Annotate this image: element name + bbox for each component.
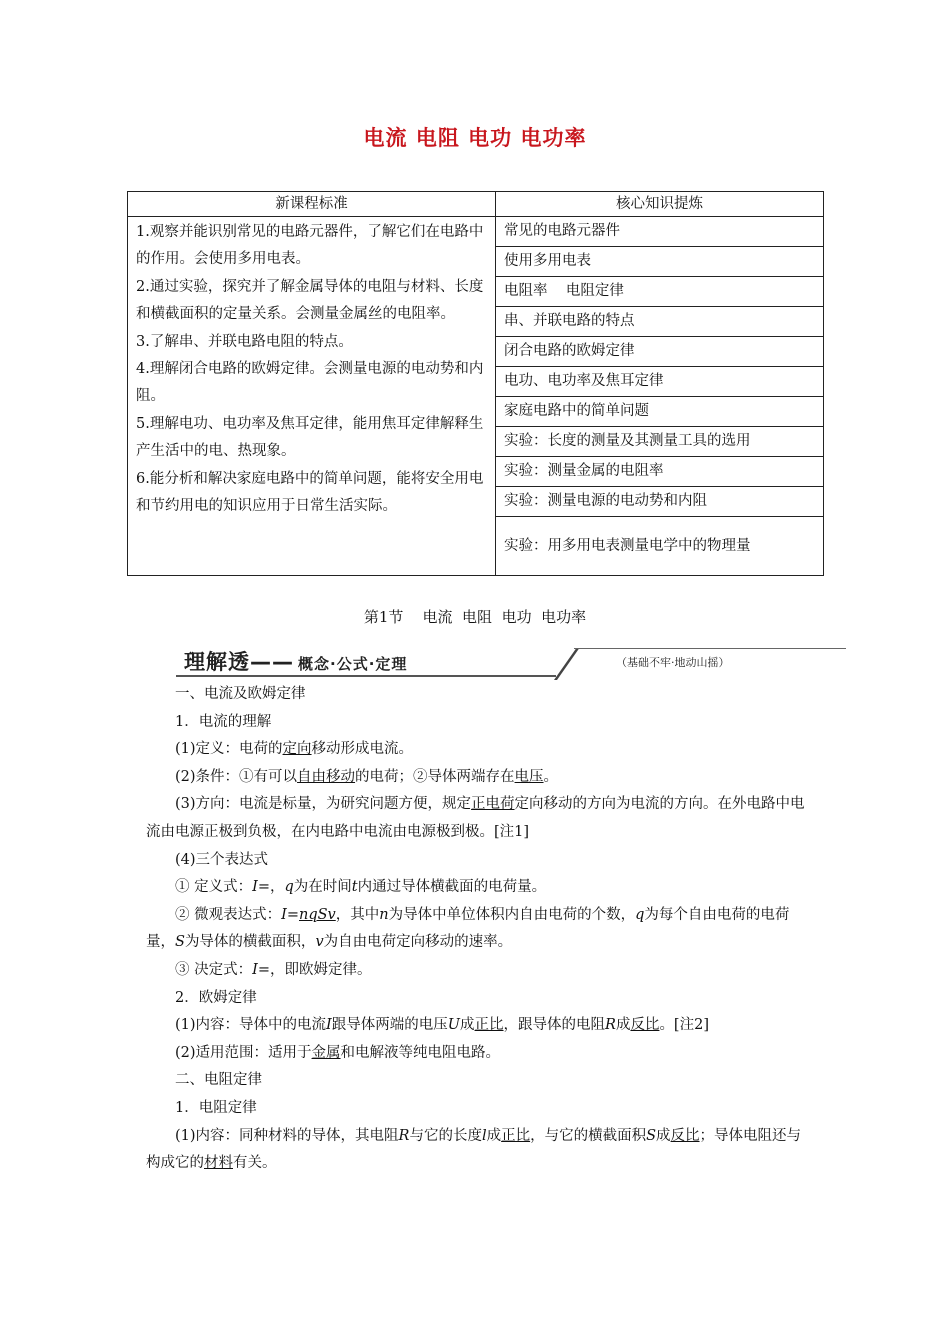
paragraph-ohm-content: (1)内容：导体中的电流I跟导体两端的电压U成正比，跟导体的电阻R成反比。[注2]	[175, 1017, 709, 1034]
subheading-ohm-law: 2．欧姆定律	[175, 989, 257, 1006]
standard-list	[128, 217, 496, 576]
paragraph-micro-formula: ② 微观表达式：I=nqSv，其中n为导体中单位体积内自由电荷的个数，q为每个自由电荷的电荷量，S为导体的横截面积，v为自由电荷定向移动的速率。	[146, 906, 790, 951]
knowledge-item: 使用多用电表	[496, 247, 824, 277]
heading-resistance-law: 二、电阻定律	[175, 1072, 262, 1089]
page-title: 电流 电阻 电功 电功率	[363, 126, 587, 150]
paragraph-expressions: (4)三个表达式	[175, 851, 269, 868]
banner-subtitle: 概念·公式·定理	[298, 655, 408, 673]
knowledge-item: 实验：用多用电表测量电学中的物理量	[496, 517, 824, 576]
knowledge-item: 电功、电功率及焦耳定律	[496, 367, 824, 397]
banner-slash	[554, 648, 579, 680]
banner-main-text: 理解透	[184, 650, 250, 674]
table-header-standard: 新课程标准	[128, 192, 496, 217]
knowledge-item: 串、并联电路的特点	[496, 307, 824, 337]
banner-underline	[176, 675, 556, 677]
paragraph-ohm-scope: (2)适用范围：适用于金属和电解液等纯电阻电路。	[175, 1044, 501, 1061]
standard-item: 5.理解电功、电功率及焦耳定律，能用焦耳定律解释生产生活中的电、热现象。	[136, 415, 484, 460]
standard-item: 1.观察并能识别常见的电路元器件，了解它们在电路中的作用。会使用多用电表。	[136, 224, 484, 268]
standard-item: 6.能分析和解决家庭电路中的简单问题，能将安全用电和节约用电的知识应用于日常生活实际。	[136, 470, 484, 515]
paragraph-definition: (1)定义：电荷的定向移动形成电流。	[175, 741, 414, 758]
content-body	[146, 681, 810, 1178]
paragraph-condition: (2)条件：①有可以自由移动的电荷；②导体两端存在电压。	[175, 768, 559, 785]
section-banner	[176, 644, 846, 678]
paragraph-direction: (3)方向：电流是标量，为研究问题方便，规定正电荷定向移动的方向为电流的方向。在外电路中电流由电源正极到负极，在内电路中电流由电源极到极。[注1]	[146, 796, 805, 840]
banner-note: （基础不牢·地动山摇）	[616, 656, 730, 669]
paragraph-decisive-formula: ③ 决定式：I=，即欧姆定律。	[175, 961, 372, 978]
standard-item: 2.通过实验，探究并了解金属导体的电阻与材料、长度和横截面积的定量关系。会测量金属丝的电阻率。	[136, 278, 484, 323]
standard-item: 4.理解闭合电路的欧姆定律。会测量电源的电动势和内阻。	[136, 361, 484, 405]
standard-item: 3.了解串、并联电路电阻的特点。	[136, 333, 353, 350]
knowledge-item: 实验：测量金属的电阻率	[496, 457, 824, 487]
knowledge-item: 常见的电路元器件	[496, 217, 824, 247]
subheading-current: 1．电流的理解	[175, 713, 272, 730]
heading-current-ohm: 一、电流及欧姆定律	[175, 686, 306, 702]
paragraph-resistance-content: (1)内容：同种材料的导体，其电阻R与它的长度l成正比，与它的横截面积S成反比；导体电阻还与构成它的材料有关。	[146, 1127, 802, 1172]
knowledge-item: 实验：长度的测量及其测量工具的选用	[496, 427, 824, 457]
knowledge-item: 实验：测量电源的电动势和内阻	[496, 487, 824, 517]
banner-dash: ——	[250, 650, 294, 674]
knowledge-item: 家庭电路中的简单问题	[496, 397, 824, 427]
curriculum-table	[127, 191, 824, 576]
section-title: 第1节 电流 电阻 电功 电功率	[363, 608, 587, 626]
paragraph-definition-formula: ① 定义式：I=，q为在时间t内通过导体横截面的电荷量。	[175, 879, 547, 896]
banner-heading	[184, 646, 407, 676]
banner-topline	[574, 648, 846, 649]
table-header-knowledge: 核心知识提炼	[496, 192, 824, 217]
knowledge-item: 闭合电路的欧姆定律	[496, 337, 824, 367]
knowledge-item: 电阻率 电阻定律	[496, 277, 824, 307]
subheading-resistance-law: 1．电阻定律	[175, 1099, 257, 1116]
